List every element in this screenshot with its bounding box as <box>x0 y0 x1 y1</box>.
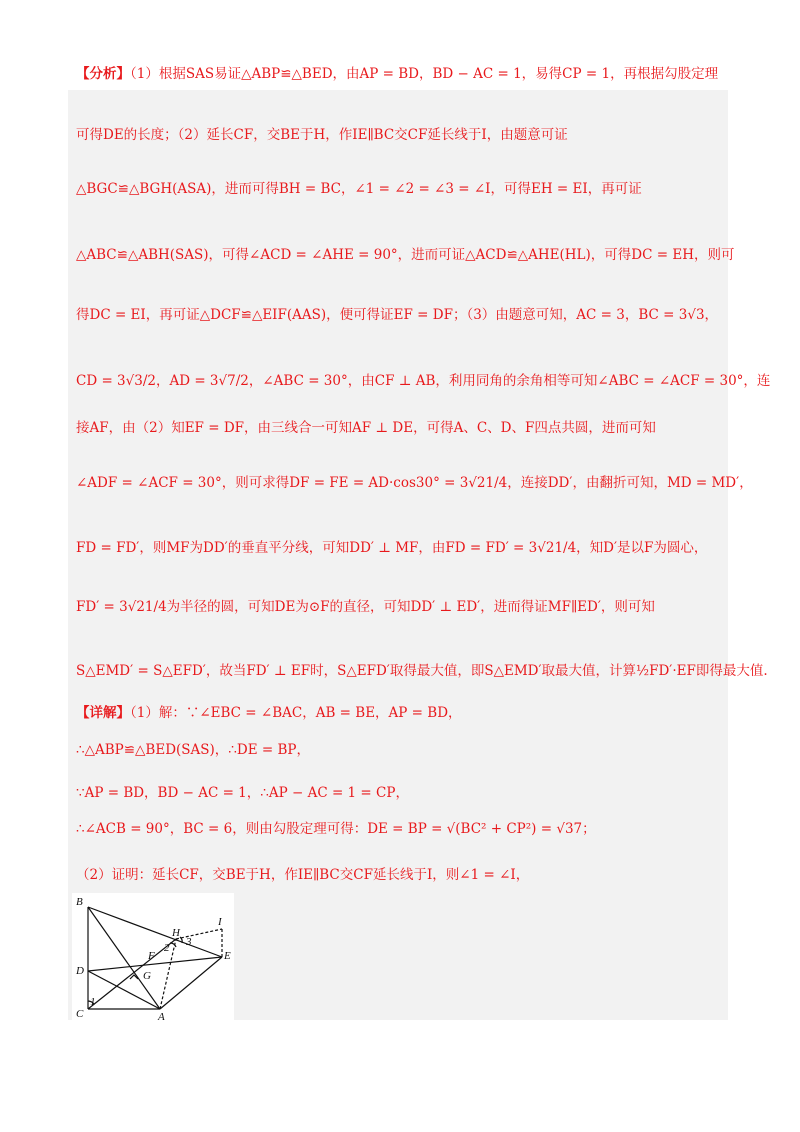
label-2: 2 <box>164 942 170 954</box>
detail-line-4: ∴∠ACB = 90°，BC = 6，则由勾股定理可得：DE = BP = √(BC² + CP²) = √37； <box>76 821 596 837</box>
analysis-line-10: FD′ = 3√21/4为半径的圆，可知DE为⊙F的直径，可知DD′ ⊥ ED′，进而得证MF∥ED′，则可知 <box>76 599 655 615</box>
detail-text: （1）解：∵∠EBC = ∠BAC，AB = BE，AP = BD， <box>130 705 462 721</box>
edge-DE <box>88 957 222 971</box>
label-H: H <box>172 927 180 939</box>
edge-HI-dashed <box>176 929 222 939</box>
analysis-text: （1）根据SAS易证△ABP≌△BED，由AP = BD，BD − AC = 1，易得CP = 1，再根据勾股定理 <box>130 66 719 82</box>
detail-line-2: ∴△ABP≌△BED(SAS)，∴DE = BP， <box>76 742 310 758</box>
label-B: B <box>76 896 83 908</box>
label-D: D <box>76 965 84 977</box>
edge-AE <box>160 957 222 1009</box>
label-1: 1 <box>90 996 96 1008</box>
analysis-tag: 【分析】 <box>76 66 130 82</box>
detail-line-3: ∵AP = BD，BD − AC = 1，∴AP − AC = 1 = CP， <box>76 785 409 801</box>
label-E: E <box>224 950 231 962</box>
label-I: I <box>218 916 222 928</box>
analysis-line-6: CD = 3√3/2，AD = 3√7/2，∠ABC = 30°，由CF ⊥ AB，利用同角的余角相等可知∠ABC = ∠ACF = 30°，连 <box>76 373 771 389</box>
edge-BE <box>88 907 222 957</box>
analysis-line-1 <box>76 65 726 83</box>
geometry-diagram <box>72 893 234 1021</box>
analysis-line-7: 接AF，由（2）知EF = DF，由三线合一可知AF ⊥ DE，可得A、C、D、F四点共圆，进而可知 <box>76 420 656 436</box>
analysis-line-2: 可得DE的长度；（2）延长CF，交BE于H，作IE∥BC交CF延长线于I，由题意可证 <box>76 127 568 143</box>
label-3: 3 <box>186 936 192 948</box>
analysis-line-3: △BGC≌△BGH(ASA)，进而可得BH = BC，∠1 = ∠2 = ∠3 = ∠I，可得EH = EI，再可证 <box>76 181 642 197</box>
label-G: G <box>143 970 151 982</box>
analysis-line-5: 得DC = EI，再可证△DCF≌△EIF(AAS)，便可得证EF = DF；（3）由题意可知，AC = 3，BC = 3√3， <box>76 307 719 323</box>
geometry-figure <box>72 893 234 1021</box>
detail-tag: 【详解】 <box>76 705 130 721</box>
analysis-line-9: FD = FD′，则MF为DD′的垂直平分线，可知DD′ ⊥ MF，由FD = FD′ = 3√21/4，知D′是以F为圆心， <box>76 540 708 556</box>
analysis-line-8: ∠ADF = ∠ACF = 30°，则可求得DF = FE = AD·cos30° = 3√21/4，连接DD′，由翻折可知，MD = MD′， <box>76 475 753 491</box>
label-C: C <box>76 1008 84 1020</box>
analysis-line-4: △ABC≌△ABH(SAS)，可得∠ACD = ∠AHE = 90°，进而可证△ACD≌△AHE(HL)，可得DC = EH，则可 <box>76 247 735 263</box>
detail-line-5: （2）证明：延长CF，交BE于H，作IE∥BC交CF延长线于I，则∠1 = ∠I， <box>76 867 530 883</box>
label-A: A <box>158 1011 165 1021</box>
analysis-line-11: S△EMD′ = S△EFD′，故当FD′ ⊥ EF时，S△EFD′取得最大值，即S△EMD′取最大值，计算½FD′·EF即得最大值. <box>76 663 768 679</box>
detail-line-1 <box>76 704 726 722</box>
label-F: F <box>148 950 155 962</box>
